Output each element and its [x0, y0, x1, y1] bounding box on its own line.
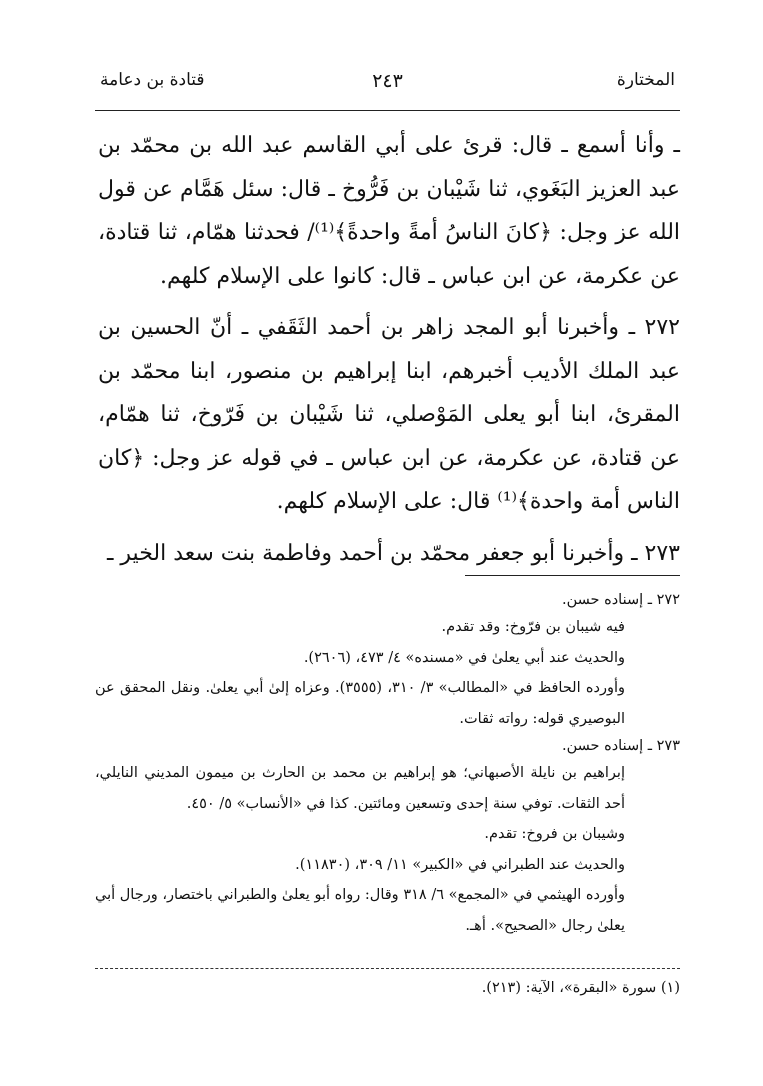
- footnotes: [95, 588, 680, 941]
- footnote-heading: ٢٧٢ ـ إسناده حسن.: [561, 592, 680, 608]
- page-number: ٢٤٣: [372, 70, 403, 92]
- paragraph: ٢٧٣ ـ وأخبرنا أبو جعفر محمّد بن أحمد وفاطمة بنت سعد الخير ـ: [106, 540, 680, 566]
- footnote-line: والحديث عند الطبراني في «الكبير» ١١/ ٣٠٩، (١١٨٣٠).: [295, 856, 625, 873]
- book-title: المختارة: [616, 70, 675, 90]
- footnote-line: وشيبان بن فروخ: تقدم.: [484, 826, 625, 842]
- page-footnote: (١) سورة «البقرة»، الآية: (٢١٣).: [481, 980, 680, 996]
- running-header: [100, 70, 675, 110]
- footnote-line: فيه شيبان بن فرّوخ: وقد تقدم.: [441, 619, 625, 635]
- footnote-line: والحديث عند أبي يعلىٰ في «مسنده» ٤/ ٤٧٣، (٢٦٠٦).: [303, 649, 625, 666]
- dashed-rule: [95, 968, 680, 969]
- paragraph: ـ وأنا أسمع ـ قال: قرئ على أبي القاسم عبد الله بن محمّد بن عبد العزيز البَغَوي، ثنا شَيْبان بن فَرُّوخ ـ قال: سئل هَمَّام عن قول الله عز وجل: ﴿كانَ الناسُ أمةً واحدةً﴾⁽¹⁾/ فحدثنا همّام، ثنا قتادة، عن عكرمة، عن ابن عباس ـ قال: كانوا على الإسلام كلهم.: [98, 133, 681, 289]
- footnote-line: إبراهيم بن نايلة الأصبهاني؛ هو إبراهيم بن محمد بن الحارث بن ميمون المديني النايلي، أحد الثقات. توفي سنة إحدى وتسعين ومائتين. كذا في «الأنساب» ٥/ ٤٥٠.: [95, 765, 625, 812]
- footnote-272: [95, 588, 680, 734]
- footnote-heading: ٢٧٣ ـ إسناده حسن.: [561, 738, 680, 754]
- section-title: قتادة بن دعامة: [100, 70, 205, 90]
- footnote-rule: [465, 575, 680, 576]
- footnote-line: وأورده الحافظ في «المطالب» ٣/ ٣١٠، (٣٥٥٥). وعزاه إلىٰ أبي يعلىٰ. ونقل المحقق عن البوصيري قوله: رواته ثقات.: [95, 680, 625, 727]
- header-rule: [95, 110, 680, 111]
- main-text: [98, 124, 680, 583]
- footnote-line: وأورده الهيثمي في «المجمع» ٦/ ٣١٨ وقال: رواه أبو يعلىٰ والطبراني باختصار، ورجال أبي يعلىٰ رجال «الصحيح». أهـ.: [95, 887, 625, 934]
- paragraph: ٢٧٢ ـ وأخبرنا أبو المجد زاهر بن أحمد الثَقَفي ـ أنّ الحسين بن عبد الملك الأديب أخبرهم، ابنا إبراهيم بن منصور، ابنا محمّد بن المقرئ، ابنا أبو يعلى المَوْصلي، ثنا شَيْبان بن فَرّوخ، ثنا همّام، عن قتادة، عن عكرمة، عن ابن عباس ـ في قوله عز وجل: ﴿كان الناس أمة واحدة﴾⁽¹⁾ قال: على الإسلام كلهم.: [98, 315, 680, 514]
- footnote-273: [95, 734, 680, 941]
